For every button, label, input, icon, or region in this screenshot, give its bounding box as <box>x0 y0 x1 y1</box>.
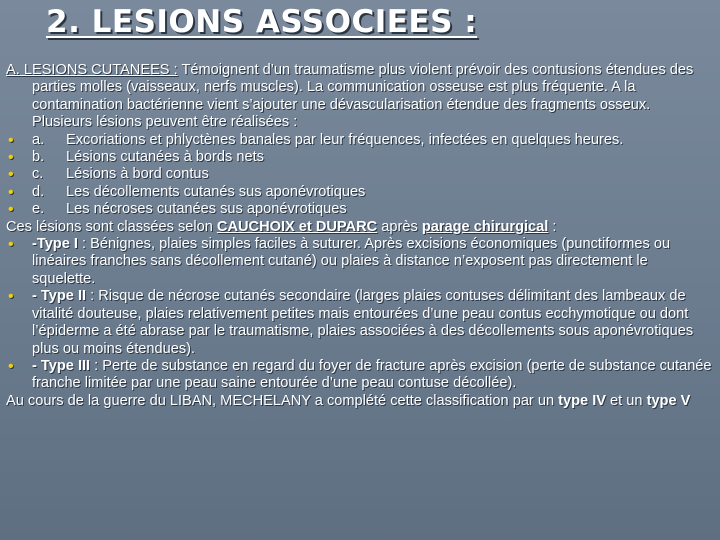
bullet-icon: • <box>8 131 14 149</box>
section-a-label: A. LESIONS CUTANEES : <box>6 62 178 78</box>
type-label: -Type I <box>32 236 78 253</box>
bullet-icon: • <box>8 183 14 201</box>
section-a-text: Témoignent d’un traumatisme plus violent prévoir des contusions étendues des parties molles (vaisseaux, nerfs muscles). La communication osseuse est plus fréquente. A la contamination bactérienne vient s’ajouter une dévascularisation étendue des fragments osseux. Plusieurs lésions peuvent être réalisées : <box>32 62 694 131</box>
conclusion-type5: type V <box>646 392 691 409</box>
conclusion-text: Au cours de la guerre du LIBAN, MECHELANY a complété cette classification par un <box>6 392 559 409</box>
lesion-text: Lésions à bord contus <box>66 166 209 183</box>
section-a-paragraph <box>6 62 714 132</box>
classification-authors: CAUCHOIX et DUPARC <box>216 218 378 235</box>
bullet-icon: • <box>8 357 14 375</box>
list-item-b <box>6 149 714 166</box>
classification-suffix: : <box>548 218 557 235</box>
list-item-type-1 <box>6 236 714 288</box>
bullet-icon: • <box>8 166 14 184</box>
lesion-letter: d. <box>32 183 45 200</box>
list-item-c <box>6 166 714 183</box>
type-label: - Type II <box>32 288 87 305</box>
type-text: : Risque de nécrose cutanés secondaire (larges plaies contuses délimitant des lambeaux de vitalité douteuse, plaies relativement petites mais entourées d’une peau contus ecchymotique ou dont l’épiderme a été abrase par le traumatisme, plaies associées à des décollements sous aponévrotiques plus ou moins étendues). <box>32 288 694 357</box>
list-item-type-3 <box>6 358 714 393</box>
lesion-letter: b. <box>32 149 45 166</box>
bullet-icon: • <box>8 236 14 254</box>
list-item-e <box>6 201 714 218</box>
conclusion-paragraph <box>6 393 714 410</box>
list-item-d <box>6 184 714 201</box>
slide-title: 2. LESIONS ASSOCIEES : <box>46 4 478 40</box>
slide-content <box>6 62 714 410</box>
type-text: : Bénignes, plaies simples faciles à suturer. Après excisions économiques (punctiformes ou linéaires franches sans décollement cutané) ou plaies à distance n’exposent pas directement le squelette. <box>32 236 671 287</box>
type-label: - Type III <box>32 357 91 374</box>
lesion-text: Les décollements cutanés sus aponévrotiques <box>66 183 366 200</box>
lesion-text: Excoriations et phlyctènes banales par leur fréquences, infectées en quelques heures. <box>66 131 624 148</box>
bullet-icon: • <box>8 201 14 219</box>
classification-prefix: Ces lésions sont classées selon <box>6 218 217 235</box>
conclusion-type4: type IV <box>558 392 606 409</box>
classification-procedure: parage chirurgical <box>421 218 549 235</box>
lesion-text: Lésions cutanées à bords nets <box>66 149 264 166</box>
list-item-type-2 <box>6 288 714 358</box>
lesion-letter: c. <box>32 166 44 183</box>
classification-middle: après <box>377 218 422 235</box>
type-text: : Perte de substance en regard du foyer de fracture après excision (perte de substance cutanée franche limitée par une peau saine entourée d’une peau contuse décollée). <box>32 357 712 392</box>
lesion-letter: a. <box>32 131 45 148</box>
classification-paragraph <box>6 219 714 236</box>
list-item-a <box>6 132 714 149</box>
conclusion-and: et un <box>606 392 647 409</box>
lesion-text: Les nécroses cutanées sus aponévrotiques <box>66 201 347 218</box>
lesion-letter: e. <box>32 201 45 218</box>
bullet-icon: • <box>8 149 14 167</box>
bullet-icon: • <box>8 288 14 306</box>
